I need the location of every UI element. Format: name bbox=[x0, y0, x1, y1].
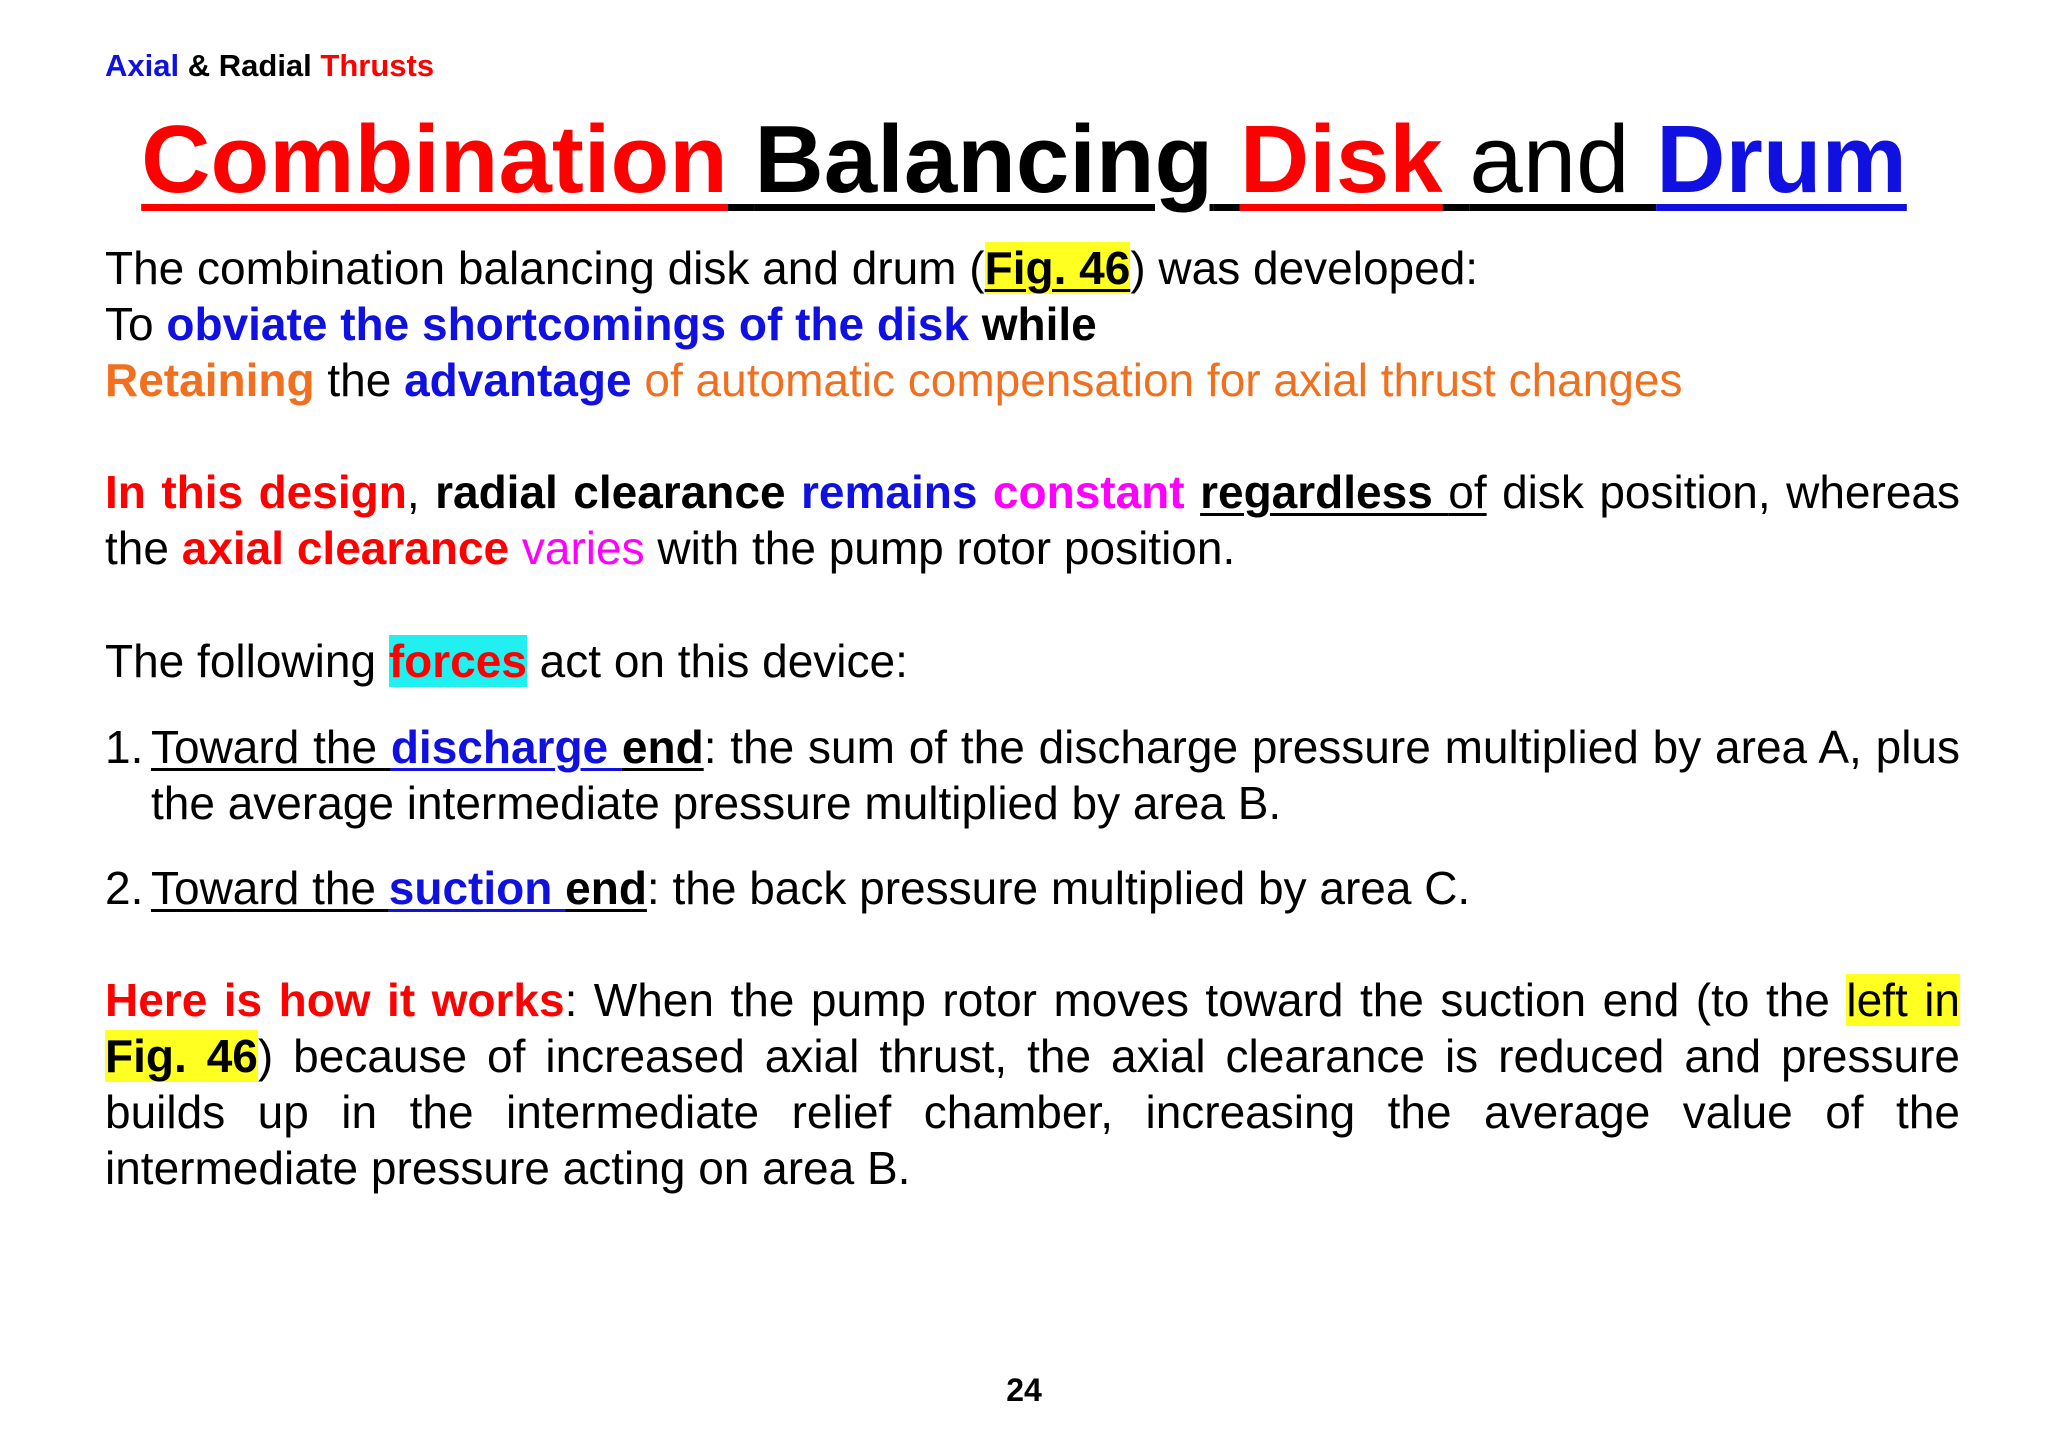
list-direction-end: end bbox=[621, 721, 704, 773]
intro-text: of automatic compensation for axial thrust changes bbox=[631, 354, 1683, 406]
design-text: of bbox=[1448, 466, 1487, 518]
header-radial: Radial bbox=[218, 48, 312, 83]
title-word-disk: Disk bbox=[1239, 106, 1443, 213]
list-item-2 bbox=[105, 860, 1960, 916]
list-description: : the back pressure multiplied by area C. bbox=[646, 862, 1471, 914]
intro-emphasis: while bbox=[968, 298, 1097, 350]
list-direction-emphasis: discharge bbox=[390, 721, 622, 773]
forces-text: The following bbox=[105, 635, 389, 687]
header-thrusts: Thrusts bbox=[320, 48, 435, 83]
intro-paragraph bbox=[105, 240, 1960, 408]
title-word-balancing: Balancing bbox=[754, 106, 1214, 213]
forces-highlight: forces bbox=[388, 635, 527, 687]
design-emphasis: radial clearance bbox=[435, 466, 786, 518]
list-description: : the sum of the discharge pressure multiplied by area A, plus the average intermediate pressure multiplied by area B. bbox=[151, 721, 1961, 829]
list-number: 1. bbox=[105, 721, 144, 773]
design-emphasis: axial clearance bbox=[181, 522, 510, 574]
design-text bbox=[1185, 466, 1200, 518]
page-title bbox=[0, 105, 2048, 215]
design-text: with the pump rotor position. bbox=[644, 522, 1236, 574]
fig-reference: Fig. 46 bbox=[105, 1030, 258, 1082]
list-item-text bbox=[151, 860, 1960, 916]
design-text: , bbox=[406, 466, 436, 518]
works-text: : When the pump rotor moves toward the suction end (to the bbox=[564, 974, 1847, 1026]
intro-text: To bbox=[105, 298, 167, 350]
running-header bbox=[105, 48, 434, 84]
page-number: 24 bbox=[1006, 1372, 1042, 1408]
design-emphasis: In this design bbox=[105, 466, 407, 518]
intro-emphasis: advantage bbox=[404, 354, 632, 406]
design-emphasis: varies bbox=[521, 522, 645, 574]
design-emphasis: remains bbox=[801, 466, 978, 518]
list-direction: Toward the bbox=[151, 721, 391, 773]
design-text bbox=[786, 466, 801, 518]
title-word-drum: Drum bbox=[1656, 106, 1907, 213]
intro-emphasis: Retaining bbox=[105, 354, 315, 406]
works-paragraph bbox=[105, 972, 1960, 1196]
list-direction: Toward the bbox=[151, 862, 389, 914]
title-word-and: and bbox=[1469, 106, 1630, 213]
design-text bbox=[977, 466, 992, 518]
list-number: 2. bbox=[105, 862, 144, 914]
list-direction-emphasis: suction bbox=[388, 862, 566, 914]
works-highlight: left in bbox=[1846, 974, 1961, 1026]
works-text: ) because of increased axial thrust, the axial clearance is reduced and pressure builds up in the intermediate relief chamber, increasing the average value of the intermediate pressure acting on area B. bbox=[105, 1030, 1960, 1194]
forces-intro bbox=[105, 633, 1960, 689]
design-text bbox=[509, 522, 522, 574]
intro-line-2 bbox=[105, 296, 1960, 352]
design-emphasis: regardless bbox=[1200, 466, 1449, 518]
list-item-text bbox=[151, 719, 1960, 831]
design-paragraph bbox=[105, 464, 1960, 576]
design-text: disk position, whereas the bbox=[105, 466, 1960, 574]
intro-line-1 bbox=[105, 240, 1960, 296]
fig-reference: Fig. 46 bbox=[984, 242, 1131, 294]
design-emphasis: constant bbox=[992, 466, 1185, 518]
intro-text: the bbox=[314, 354, 405, 406]
intro-emphasis: obviate the shortcomings of the disk bbox=[166, 298, 969, 350]
header-axial: Axial bbox=[105, 48, 180, 83]
list-item-1 bbox=[105, 719, 1960, 831]
intro-text: The combination balancing disk and drum ( bbox=[105, 242, 985, 294]
forces-text: act on this device: bbox=[526, 635, 908, 687]
title-word-combination: Combination bbox=[141, 106, 728, 213]
list-direction-end: end bbox=[565, 862, 647, 914]
works-emphasis: Here is how it works bbox=[105, 974, 565, 1026]
header-ampersand: & bbox=[187, 48, 211, 83]
intro-line-3 bbox=[105, 352, 1960, 408]
intro-text: ) was developed: bbox=[1130, 242, 1479, 294]
